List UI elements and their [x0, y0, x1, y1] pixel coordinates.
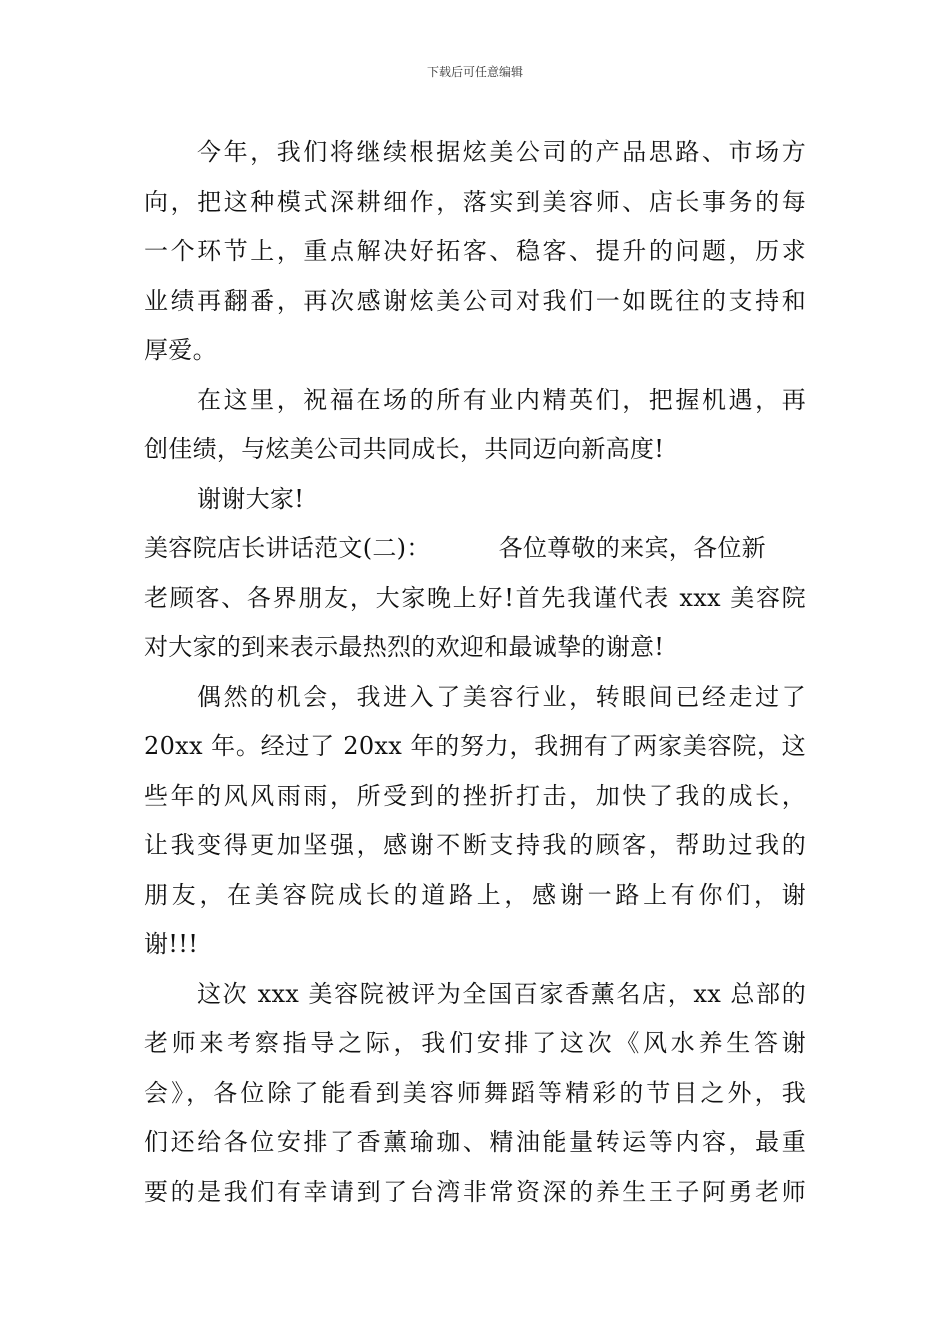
text-line: 对大家的到来表示最热烈的欢迎和最诚挚的谢意!	[144, 633, 665, 661]
text-line: 们还给各位安排了香薰瑜珈、精油能量转运等内容，最重	[144, 1128, 806, 1156]
text-line: 20xx 年。经过了 20xx 年的努力，我拥有了两家美容院，这	[144, 732, 806, 760]
page-header: 下载后可任意编辑	[426, 65, 523, 79]
text-line: 创佳绩，与炫美公司共同成长，共同迈向新高度!	[144, 435, 665, 463]
text-line	[144, 524, 806, 574]
text-line: 一个环节上，重点解决好拓客、稳客、提升的问题，历求	[144, 237, 806, 265]
text-line: 谢谢大家!	[197, 484, 305, 513]
text-line: 朋友，在美容院成长的道路上，感谢一路上有你们，谢	[144, 880, 806, 909]
paragraph-1	[144, 128, 806, 376]
text-line: 业绩再翻番，再次感谢炫美公司对我们一如既往的支持和	[144, 286, 806, 315]
text-line: 偶然的机会，我进入了美容行业，转眼间已经走过了	[197, 682, 806, 711]
text-line: 些年的风风雨雨，所受到的挫折打击，加快了我的成长，	[144, 781, 806, 810]
text-line: 向，把这种模式深耕细作，落实到美容师、店长事务的每	[144, 187, 806, 216]
text-line: 老顾客、各界朋友，大家晚上好!首先我谨代表 xxx 美容院	[144, 583, 806, 612]
text-line: 老师来考察指导之际，我们安排了这次《风水养生答谢	[144, 1029, 806, 1057]
text-line: 要的是我们有幸请到了台湾非常资深的养生王子阿勇老师	[144, 1177, 806, 1206]
paragraph-6	[144, 970, 806, 1218]
text-line: 厚爱。	[144, 336, 217, 364]
document-body	[144, 128, 806, 1217]
paragraph-2	[144, 376, 806, 475]
paragraph-5	[144, 673, 806, 970]
text-line: 谢!!!	[144, 930, 199, 958]
text-line: 在这里，祝福在场的所有业内精英们，把握机遇，再	[197, 385, 806, 414]
paragraph-4	[144, 524, 806, 673]
text-line: 让我变得更加坚强，感谢不断支持我的顾客，帮助过我的	[144, 831, 806, 859]
text-line: 今年，我们将继续根据炫美公司的产品思路、市场方	[197, 138, 806, 166]
paragraph-3	[144, 475, 806, 525]
section-title: 美容院店长讲话范文(二)：	[144, 534, 431, 562]
text-line: 会》，各位除了能看到美容师舞蹈等精彩的节目之外，我	[144, 1078, 806, 1107]
greeting-text: 各位尊敬的来宾，各位新	[498, 534, 766, 562]
text-line: 这次 xxx 美容院被评为全国百家香薰名店，xx 总部的	[197, 979, 806, 1008]
